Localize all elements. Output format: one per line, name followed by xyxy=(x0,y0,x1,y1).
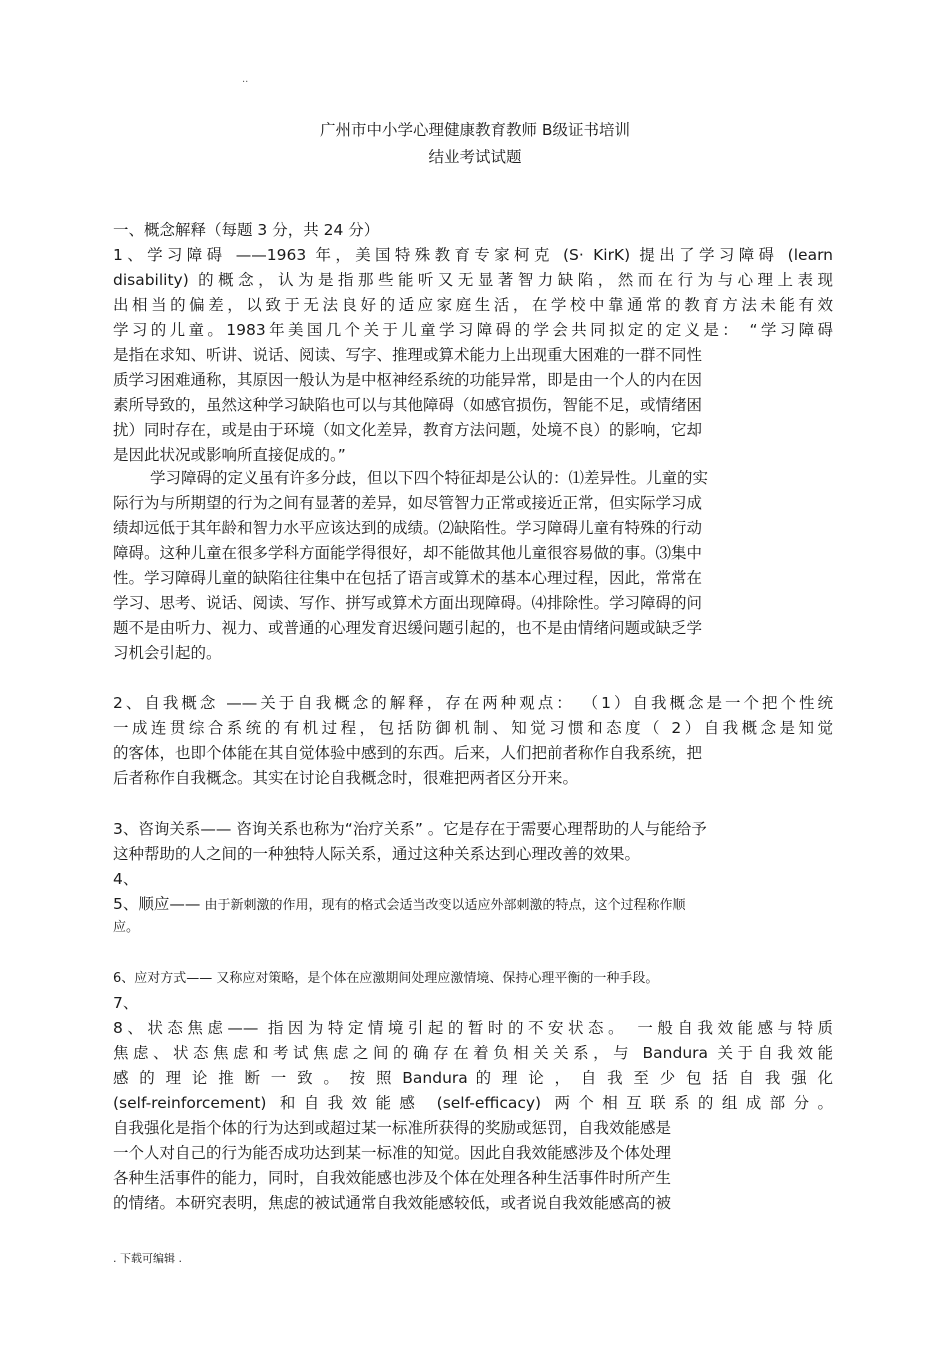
paragraph-line: 际行为与所期望的行为之间有显著的差异，如尽管智力正常或接近正常，但实际学习成 xyxy=(113,494,703,512)
paragraph-line: 一成连贯综合系统的有机过程，包括防御机制、知觉习惯和态度（ 2）自我概念是知觉 xyxy=(113,719,833,737)
paragraph-line xyxy=(113,966,658,990)
paragraph-line: 性。学习障碍儿童的缺陷往往集中在包括了语言或算术的基本心理过程，因此，常常在 xyxy=(113,569,703,587)
paragraph-line: 后者称作自我概念。其实在讨论自我概念时，很难把两者区分开来。 xyxy=(113,769,579,787)
paragraph-line: 这种帮助的人之间的一种独特人际关系，通过这种关系达到心理改善的效果。 xyxy=(113,845,641,863)
item-label: 5、顺应—— xyxy=(113,895,201,913)
top-mark: .. xyxy=(242,74,249,85)
paragraph-line: 焦虑、状态焦虑和考试焦虑之间的确存在着负相关关系，与 Bandura 关于自我效能 xyxy=(113,1044,833,1062)
item-text: 由于新刺激的作用，现有的格式会适当改变以适应外部刺激的特点，这个过程称作顺 xyxy=(200,898,686,913)
paragraph-line: 各种生活事件的能力，同时，自我效能感也涉及个体在处理各种生活事件时所产生 xyxy=(113,1169,672,1187)
paragraph-line: 的情绪。本研究表明，焦虑的被试通常自我效能感较低，或者说自我效能感高的被 xyxy=(113,1194,672,1212)
document-title: 广州市中小学心理健康教育教师 B级证书培训 xyxy=(319,121,631,139)
item-text: 又称应对策略，是个体在应激期间处理应激情境、保持心理平衡的一种手段。 xyxy=(212,971,659,986)
paragraph-line: 题不是由听力、视力、或普通的心理发育迟缓问题引起的，也不是由情绪问题或缺乏学 xyxy=(113,619,703,637)
paragraph-line: 8、状态焦虑—— 指因为特定情境引起的暂时的不安状态。 一般自我效能感与特质 xyxy=(113,1019,833,1037)
paragraph-line: 素所导致的，虽然这种学习缺陷也可以与其他障碍（如感官损伤，智能不足，或情绪困 xyxy=(113,396,703,414)
paragraph-line: 学习障碍的定义虽有许多分歧，但以下四个特征却是公认的：⑴差异性。儿童的实 xyxy=(150,469,709,487)
paragraph-line: 学习、思考、说话、阅读、写作、拼写或算术方面出现障碍。⑷排除性。学习障碍的问 xyxy=(113,594,703,612)
paragraph-line: 学习的儿童。1983年美国几个关于儿童学习障碍的学会共同拟定的定义是： “学习障碍 xyxy=(113,321,833,339)
paragraph-line: 出相当的偏差，以致于无法良好的适应家庭生活，在学校中靠通常的教育方法未能有效 xyxy=(113,296,833,314)
item-label: 4、 xyxy=(113,870,139,888)
section-heading: 一、概念解释（每题 3 分，共 24 分） xyxy=(113,221,380,239)
paragraph-line: 是因此状况或影响所直接促成的。” xyxy=(113,446,346,464)
paragraph-line: 3、咨询关系—— 咨询关系也称为“治疗关系” 。它是存在于需要心理帮助的人与能给予 xyxy=(113,820,707,838)
paragraph-line xyxy=(113,893,686,917)
paragraph-line: 障碍。这种儿童在很多学科方面能学得很好，却不能做其他儿童很容易做的事。⑶集中 xyxy=(113,544,703,562)
paragraph-line: disability) 的概念，认为是指那些能听又无显著智力缺陷，然而在行为与心理上表现 xyxy=(113,271,833,289)
document-subtitle: 结业考试试题 xyxy=(428,148,522,166)
paragraph-line: 自我强化是指个体的行为达到或超过某一标准所获得的奖励或惩罚，自我效能感是 xyxy=(113,1119,672,1137)
paragraph-line: 质学习困难通称，其原因一般认为是中枢神经系统的功能异常，即是由一个人的内在因 xyxy=(113,371,703,389)
paragraph-line: (self-reinforcement) 和自我效能感 (self-efficacy) 两个相互联系的组成部分。 xyxy=(113,1094,833,1112)
paragraph-line: 是指在求知、听讲、说话、阅读、写字、推理或算术能力上出现重大困难的一群不同性 xyxy=(113,346,703,364)
paragraph-line: 应。 xyxy=(113,920,140,935)
paragraph-line: 扰）同时存在，或是由于环境（如文化差异，教育方法问题，处境不良）的影响，它却 xyxy=(113,421,703,439)
paragraph-line: 感 的 理 论 推 断 一 致 。 按 照 Bandura 的 理 论 ， 自 我 至 少 包 括 自 我 强 化 xyxy=(113,1069,833,1087)
paragraph-line: 绩却远低于其年龄和智力水平应该达到的成绩。⑵缺陷性。学习障碍儿童有特殊的行动 xyxy=(113,519,703,537)
item-label: 6、应对方式—— xyxy=(113,971,213,986)
footer-note: . 下载可编辑 . xyxy=(113,1252,182,1265)
paragraph-line: 1、学习障碍 ——1963 年，美国特殊教育专家柯克 (S· KirK) 提出了学习障碍 (learn xyxy=(113,246,833,264)
paragraph-line: 一个人对自己的行为能否成功达到某一标准的知觉。因此自我效能感涉及个体处理 xyxy=(113,1144,672,1162)
paragraph-line: 2、自我概念 ——关于自我概念的解释，存在两种观点： （1）自我概念是一个把个性统 xyxy=(113,694,833,712)
paragraph-line: 的客体，也即个体能在其自觉体验中感到的东西。后来，人们把前者称作自我系统，把 xyxy=(113,744,703,762)
item-label: 7、 xyxy=(113,994,139,1012)
paragraph-line: 习机会引起的。 xyxy=(113,644,222,662)
